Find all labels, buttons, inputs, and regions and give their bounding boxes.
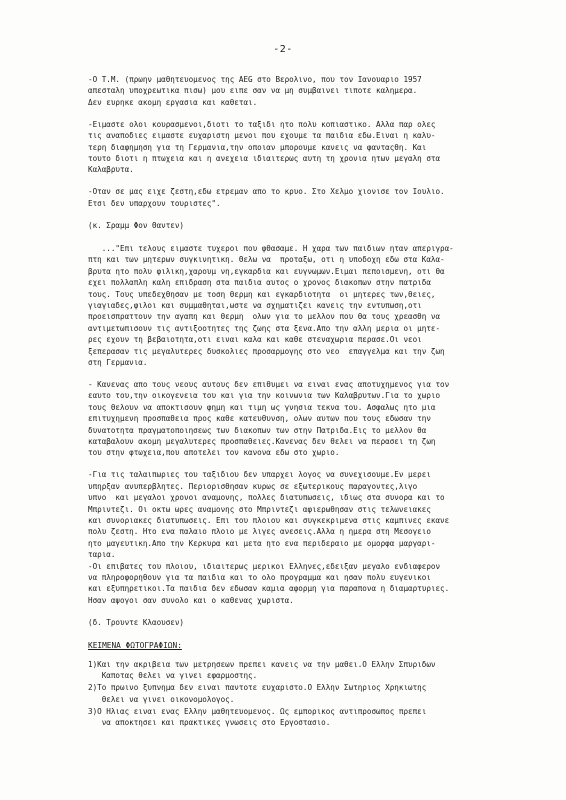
paragraph-heat: -Οταν σε μας ειχε ζεστη,εδω ετρεμαν απο το κρυο. Στο Χελμο χιονισε τον Ιουλιο. Ετσι δεν υπαρχουν τουριστες". xyxy=(88,187,445,208)
signature-schramm: (κ. Σραμμ Φον Θαντεν) xyxy=(88,220,185,230)
signature-clausen: (δ. Τρουντε Κλαουσεν) xyxy=(88,617,185,627)
document-body xyxy=(88,74,528,728)
paragraph-journey: -Για τις ταλαιπωριες του ταξιδιου δεν υπαρχει λογος να συνεχισουμε.Εν μερει υπηρξαν ανυπερβλητες. Περιορισθησαν κυρως σε εξωτερικους παραγοντες,λιγο υπνο και μεγαλοι χρονοι αναμονης, πολλες διατυπωσεις, ιδιως στα συνορα και το Μπριντεζι. Οι οκτω ωρες αναμονης στο Μπριντεζι αφιερωθησαν στις τελωνειακες και συνοριακες διατυπωσεις. Επι του πλοιου και συγκεκριμενα στις καμπινες εκανε πολυ ζεστη. Ητο ενα παλαιο πλοιο με λιγες ανεσεις.Αλλα η ημερα στη Μεσογειο ητο μαγευτικη.Απο την Κερκυρα και μετα ητο ενα περιδεραιο με ομορφα μαργαρι- ταρια. -Οι επιβατες του πλοιου, ιδιαιτερως μερικοι Ελληνες,εδειξαν μεγαλο ενδιαφερον να πληροφορηθουν για τα παιδια και το ολο προγραμμα και ησαν πολυ ευγενικοι και εξυπηρετικοι.Τα παιδια δεν εδωσαν καμια αφορμη για παραπονα η διαμαρτυριες. Ησαν αψογοι σαν συνολο και ο καθενας χωριστα. xyxy=(88,470,450,605)
photo-caption: 2)Το πρωινο ξυπνημα δεν ειναι παντοτε ευχαριστο.Ο Ελλην Σωτηριος Χρηκιωτης θελει να γινει οικονομολογος. xyxy=(88,683,427,704)
paragraph-tired: -Ειμαστε ολοι κουρασμενοι,διοτι το ταξιδι ητο πολυ κοπιαστικο. Αλλα παρ ολες τις αναποδιες ειμαστε ευχαριστη μενοι που εχουμε τα παιδια εδω.Ειναι η καλυ- τερη διαφημηση για τη Γερμανια,την οποιαν μπορουμε κανεις να φανταςθη. Και τουτο διοτι η πτωχεια και η ανεχεια ιδιαιτερως αυτη τη χρονια ητων μεγαλη στα Καλαβρυτα. xyxy=(88,119,441,175)
paragraph-youth: - Κανενας απο τους νεους αυτους δεν επιθυμει να ειναι ενας αποτυχημενος για τον εαυτο του,την οικογενεια του και για την κοινωνια των Καλαβρυτων.Για το χωριο τους θελουν να αποκτισουν φημη και τιμη ως γνησια τεκνα του. Ασφαλως ητο μια επιτυχημενη προσπαθεια προς καθε κατευθυνση, ολων αυτων που τους εδωσαν την δυνατοτητα πραγματοποιησεως των διακοπων των στην Πατριδα.Εις το μελλον θα καταβαλουν ακομη μεγαλυτερες προσπαθειες.Κανενας δεν θελει να περασει τη ζωη του στην φτωχεια,που αποτελει τον κανονα εδω στο χωριο. xyxy=(88,379,450,458)
paragraph-arrival: ..."Επι τελους ειμαστε τυχεροι που φθασαμε. Η χαρα των παιδιων ηταν απεριγρα- πτη και των μητερων συγκινητικη. Θελω να προταξω, οτι η υποδοχη εδω στα Καλα- βρυτα ητο πολυ φιλικη,χαρουμ νη,εγκαρδια και ευγνωμων.Ειμαι πεποισμενη, οτι θα εχει πολλαπλη καλη επιδραση στα παιδια αυτος ο χρονος διακοπων στην πατριδα τους. Τους υπεδεχθησαν με τοση θερμη και εγκαρδιοτητα οι μητερες των,θειες, γιαγιαδες,φιλοι και συμμαθηται,ωστε να σχηματιζει κανεις την εντυπωση,οτι προεισπραττουν την αγαπη και θερμη ολων για το μελλον που θα τους χρεασθη να αντιμετωπισουν τις αντιξοοτητες της ζωης στα ξενα.Απο την αλλη μερια οι μητε- ρες εχουν τη βεβαιοτητα,οτι ειναι καλα και καθε στεναχωρια περασε.Οι νεοι ξεπερασαν τις μεγαλυτερες δυσκολιες προσαρμογης στο νεο επαγγελμα και την ζωη στη Γερμανια. xyxy=(88,243,454,368)
photo-captions-list xyxy=(88,659,528,728)
paragraph-tm: -Ο Τ.Μ. (πρωην μαθητευομενος της AEG στο Βερολινο, που τον Ιανουαριο 1957 απεσταλη υποχρεωτικα πισω) μου ειπε σαν να μη συμβαινει τιποτε καλημερα. Δεν ευρηκε ακομη εργασια και καθεται. xyxy=(88,75,422,107)
photo-caption: 3)Ο Ηλιας ειναι ενας Ελλην μαθητευομενος. Ως εμπορικος αντιπροσωπος πρεπει να αποκτησει και πρακτικες γνωσεις στο Εργοστασιο. xyxy=(88,706,427,728)
page-number: -2- xyxy=(273,44,293,55)
photo-caption: 1)Και την ακριβεια των μετρησεων πρεπει κανεις να την μαθει.Ο Ελλην Σπυριδων Καποτας θελει να γινει εφαρμοστης. xyxy=(88,660,436,681)
photo-captions-heading: ΚΕΙΜΕΝΑ ΦΩΤΟΓΡΑΦΙΩΝ: xyxy=(88,641,182,651)
